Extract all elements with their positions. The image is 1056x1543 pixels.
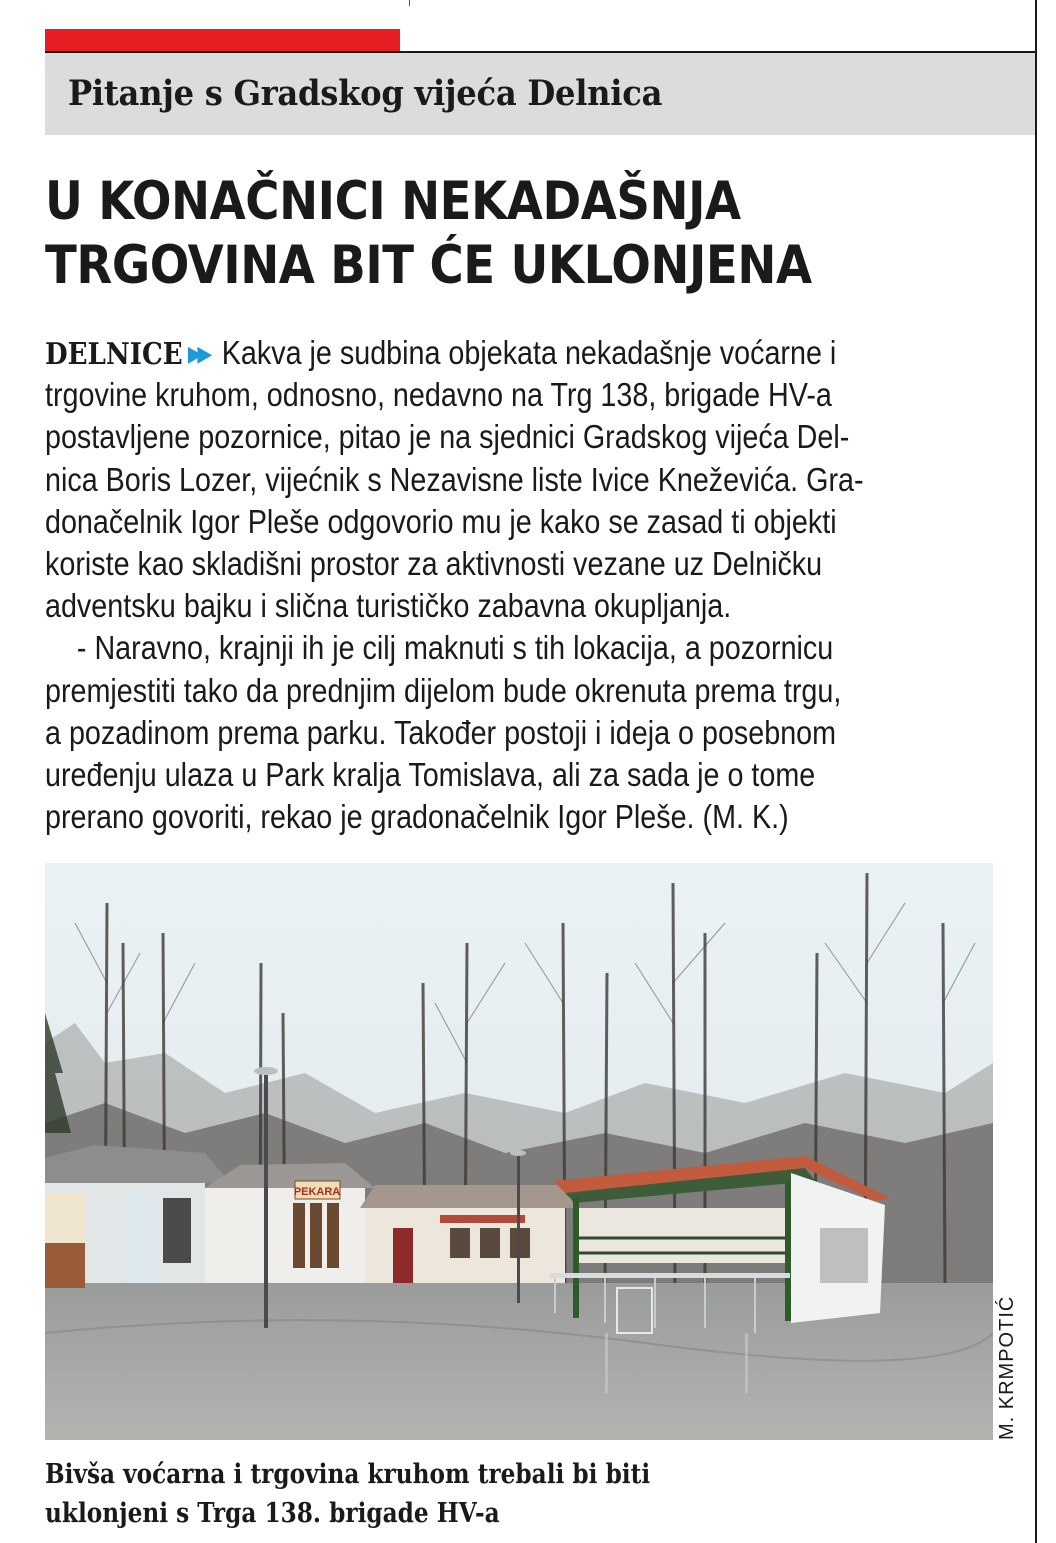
column-rule	[1035, 0, 1037, 1543]
article-line: adventsku bajku i slična turističko zabavna okupljanja.	[45, 587, 732, 625]
article-line	[45, 332, 1002, 374]
photo-caption	[45, 1455, 991, 1533]
page-tick-mark	[409, 0, 410, 6]
article-line: a pozadinom prema parku. Također postoji i ideja o posebnom	[45, 713, 837, 751]
headline	[45, 170, 916, 298]
headline-line-1: U KONAČNICI NEKADAŠNJA	[45, 171, 741, 232]
pekara-sign: PEKARA	[293, 1186, 341, 1198]
article-line: - Naravno, krajnji ih je cilj maknuti s tih lokacija, a pozornicu	[45, 629, 834, 667]
article-line: donačelnik Igor Pleše odgovorio mu je kako se zasad ti objekti	[45, 502, 837, 540]
article-line: nica Boris Lozer, vijećnik s Nezavisne liste Ivice Kneževića. Gra-	[45, 460, 864, 498]
article-body	[45, 332, 1002, 838]
dateline: DELNICE	[45, 337, 183, 372]
article-line: prerano govoriti, rekao je gradonačelnik Igor Pleše. (M. K.)	[45, 798, 789, 836]
news-photo	[45, 863, 993, 1440]
double-chevron-right-icon: ▶▶	[187, 341, 207, 366]
photo-credit: M. KRMPOTIĆ	[996, 1295, 1018, 1440]
article-line: koriste kao skladišni prostor za aktivnosti vezane uz Delničku	[45, 544, 823, 582]
article-line: postavljene pozornice, pitao je na sjednici Gradskog vijeća Del-	[45, 418, 850, 456]
caption-line-2: uklonjeni s Trga 138. brigade HV-a	[45, 1498, 500, 1529]
town-square-illustration	[45, 863, 993, 1440]
kicker-title: Pitanje s Gradskog vijeća Delnica	[68, 73, 663, 114]
article-line: trgovine kruhom, odnosno, nedavno na Trg 138, brigade HV-a	[45, 376, 832, 414]
article-line: uređenju ulaza u Park kralja Tomislava, ali za sada je o tome	[45, 755, 816, 793]
article-text: Kakva je sudbina objekata nekadašnje voćarne i	[213, 334, 837, 371]
caption-line-1: Bivša voćarna i trgovina kruhom trebali bi biti	[45, 1459, 651, 1490]
headline-line-2: TRGOVINA BIT ĆE UKLONJENA	[45, 235, 812, 296]
section-accent-bar	[45, 29, 400, 52]
article-line: premjestiti tako da prednjim dijelom bude okrenuta prema trgu,	[45, 671, 842, 709]
